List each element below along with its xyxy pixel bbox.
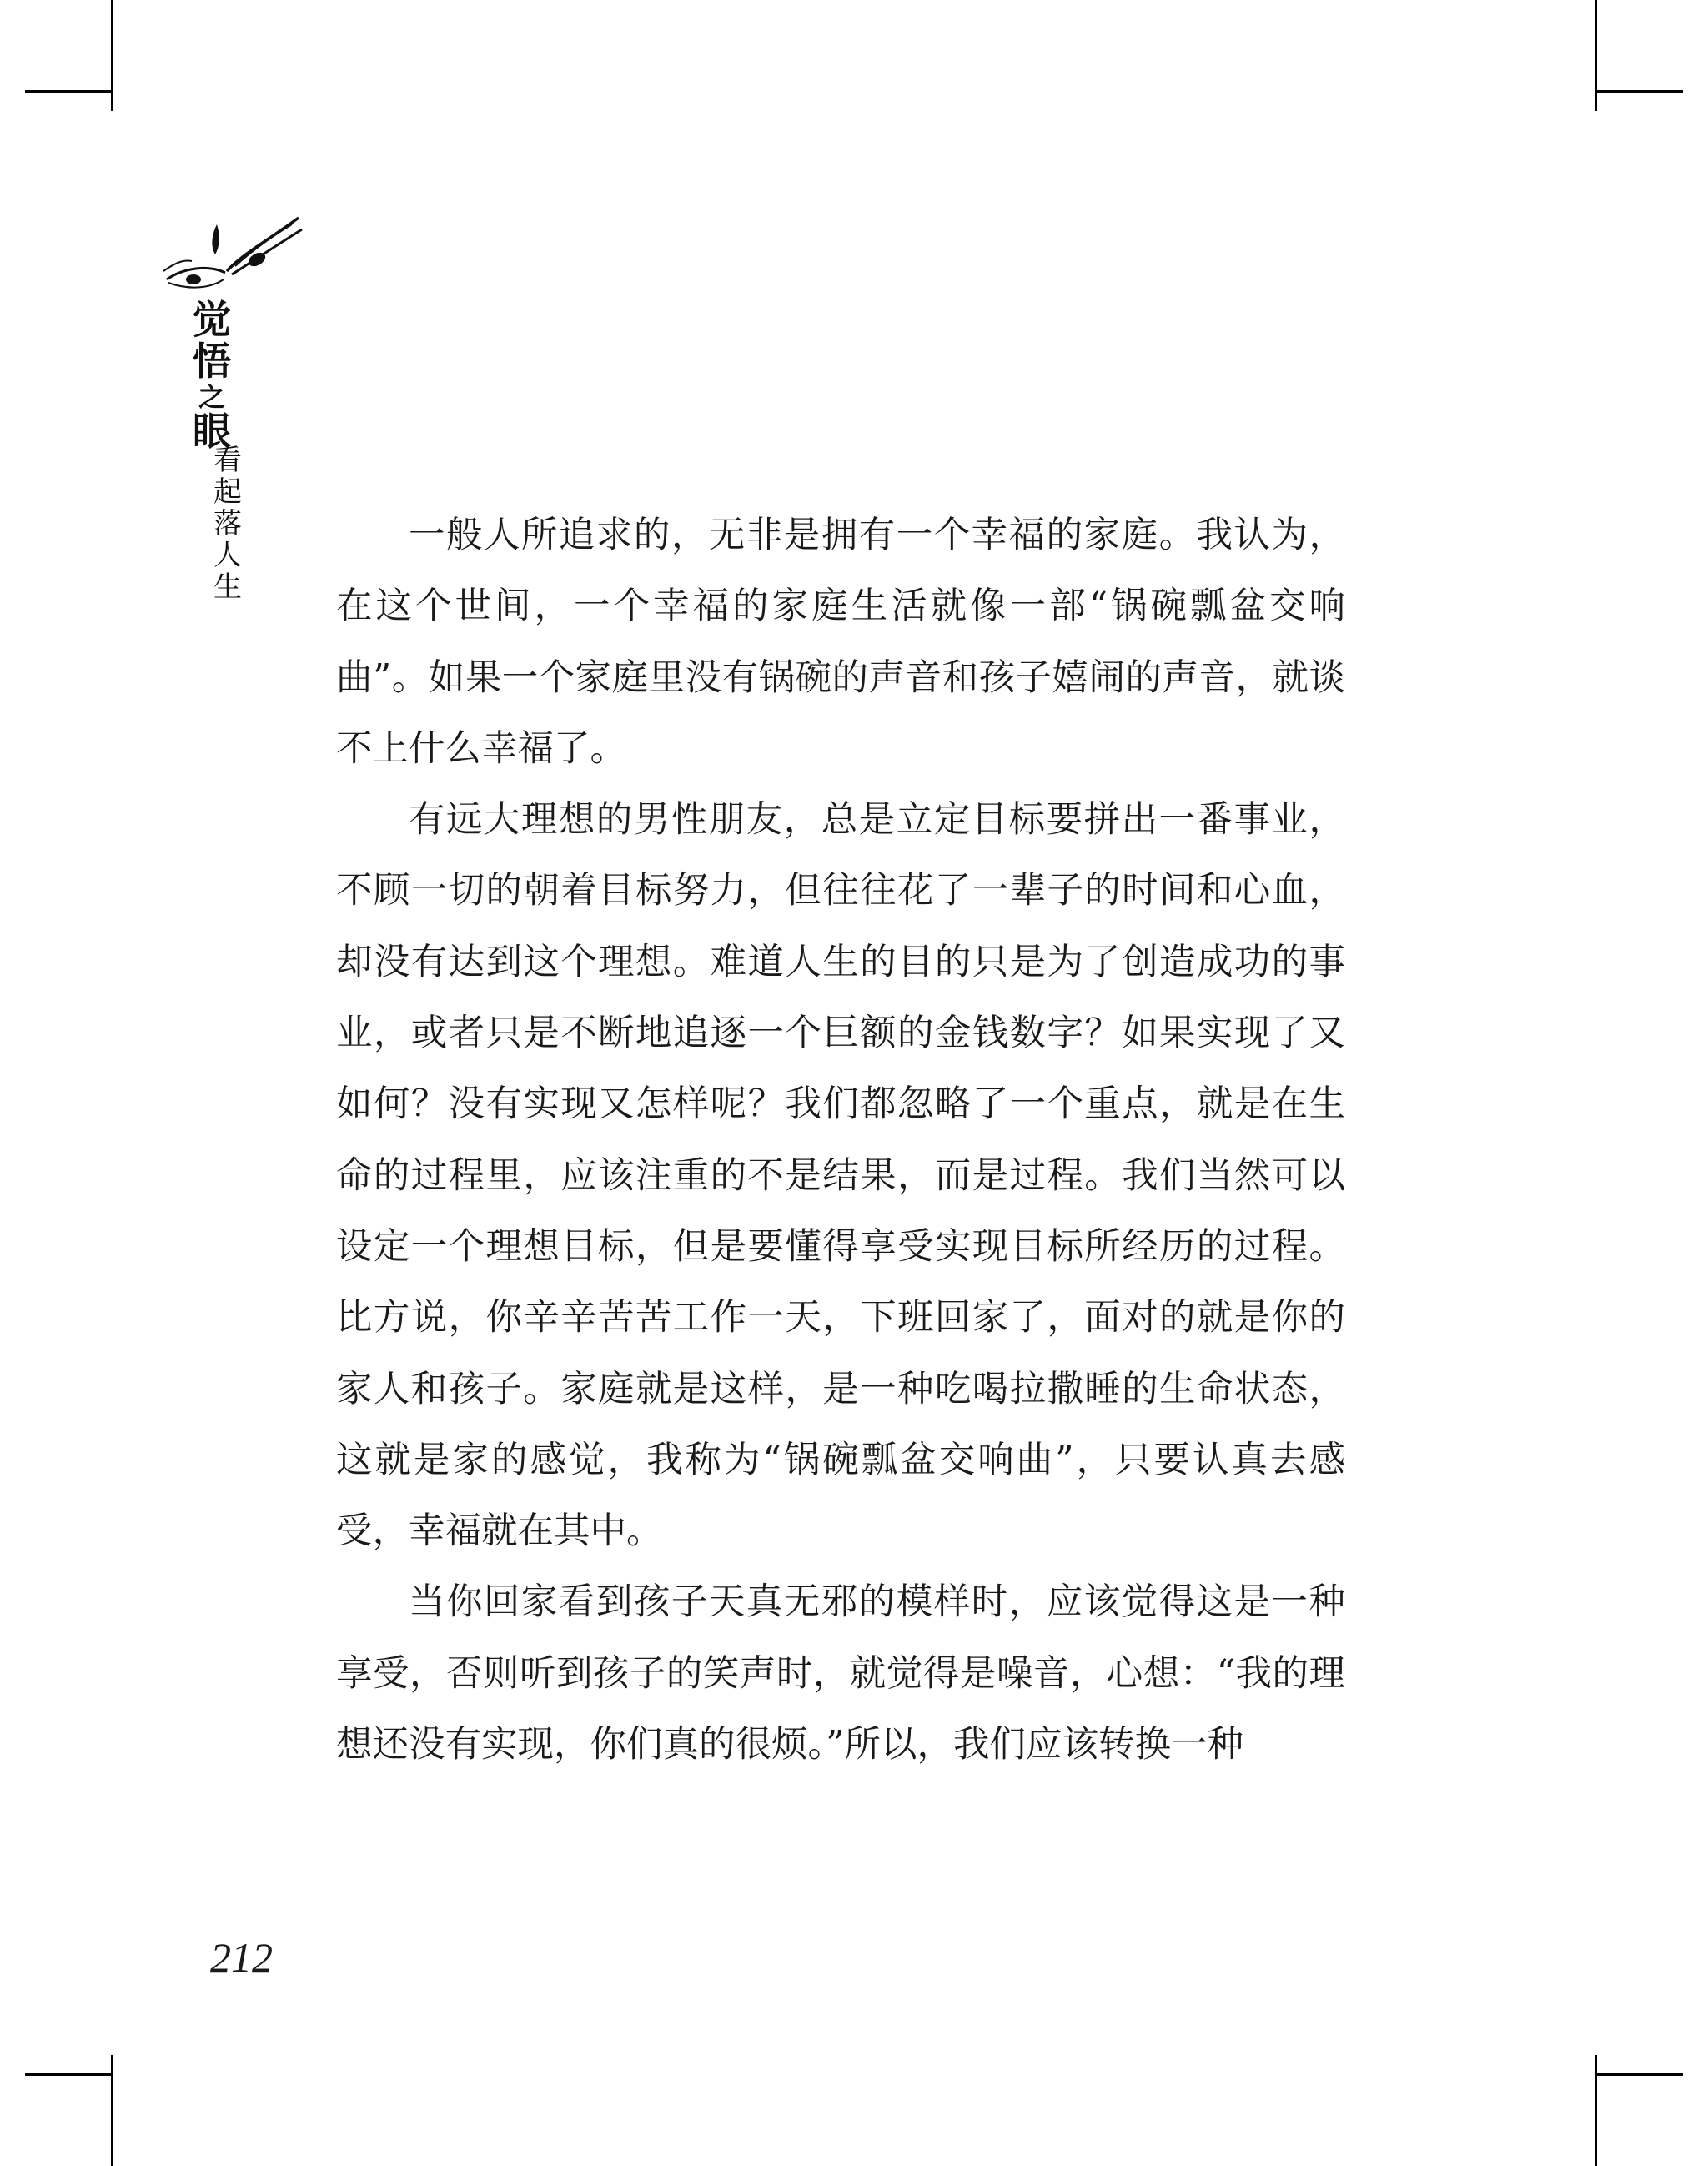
running-title-char: 悟 (193, 339, 231, 384)
running-title (182, 297, 242, 454)
crop-mark-top-left-vertical (111, 0, 113, 111)
crop-mark-bottom-right-horizontal (1595, 2073, 1683, 2076)
crop-mark-bottom-left-vertical (111, 2055, 113, 2166)
running-title-char: 眼 (193, 409, 231, 454)
subtitle-char: 生 (214, 570, 242, 604)
crop-mark-top-right-vertical (1595, 0, 1597, 111)
eye-logo-icon (158, 213, 304, 304)
page-number: 212 (210, 1934, 273, 1981)
running-subtitle (211, 446, 244, 605)
paragraph: 有远大理想的男性朋友，总是立定目标要拼出一番事业，不顾一切的朝着目标努力，但往往花了一辈子的时间和心血，却没有达到这个理想。难道人生的目的只是为了创造成功的事业，或者只是不断地追逐一个巨额的金钱数字？如果实现了又如何？没有实现又怎样呢？我们都忽略了一个重点，就是在生命的过程里，应该注重的不是结果，而是过程。我们当然可以设定一个理想目标，但是要懂得享受实现目标所经历的过程。比方说，你辛辛苦苦工作一天，下班回家了，面对的就是你的家人和孩子。家庭就是这样，是一种吃喝拉撒睡的生命状态，这就是家的感觉，我称为“锅碗瓢盆交响曲”，只要认真去感受，幸福就在其中。 (336, 799, 1345, 1553)
body-text (336, 500, 1345, 1781)
crop-mark-top-right-horizontal (1595, 90, 1683, 93)
crop-mark-bottom-left-horizontal (25, 2073, 113, 2076)
subtitle-char: 落 (214, 507, 242, 540)
paragraph: 当你回家看到孩子天真无邪的模样时，应该觉得这是一种享受，否则听到孩子的笑声时，就觉得是噪音，心想：“我的理想还没有实现，你们真的很烦。”所以，我们应该转换一种 (336, 1581, 1345, 1766)
subtitle-char: 起 (214, 475, 242, 509)
running-title-char: 觉 (193, 297, 231, 342)
subtitle-char: 人 (214, 539, 242, 572)
running-title-char: 之 (198, 381, 225, 413)
subtitle-char: 看 (214, 444, 242, 477)
crop-mark-bottom-right-vertical (1595, 2055, 1597, 2166)
paragraph: 一般人所追求的，无非是拥有一个幸福的家庭。我认为，在这个世间，一个幸福的家庭生活就像一部“锅碗瓢盆交响曲”。如果一个家庭里没有锅碗的声音和孩子嬉闹的声音，就谈不上什么幸福了。 (336, 515, 1345, 770)
crop-mark-top-left-horizontal (25, 90, 113, 93)
